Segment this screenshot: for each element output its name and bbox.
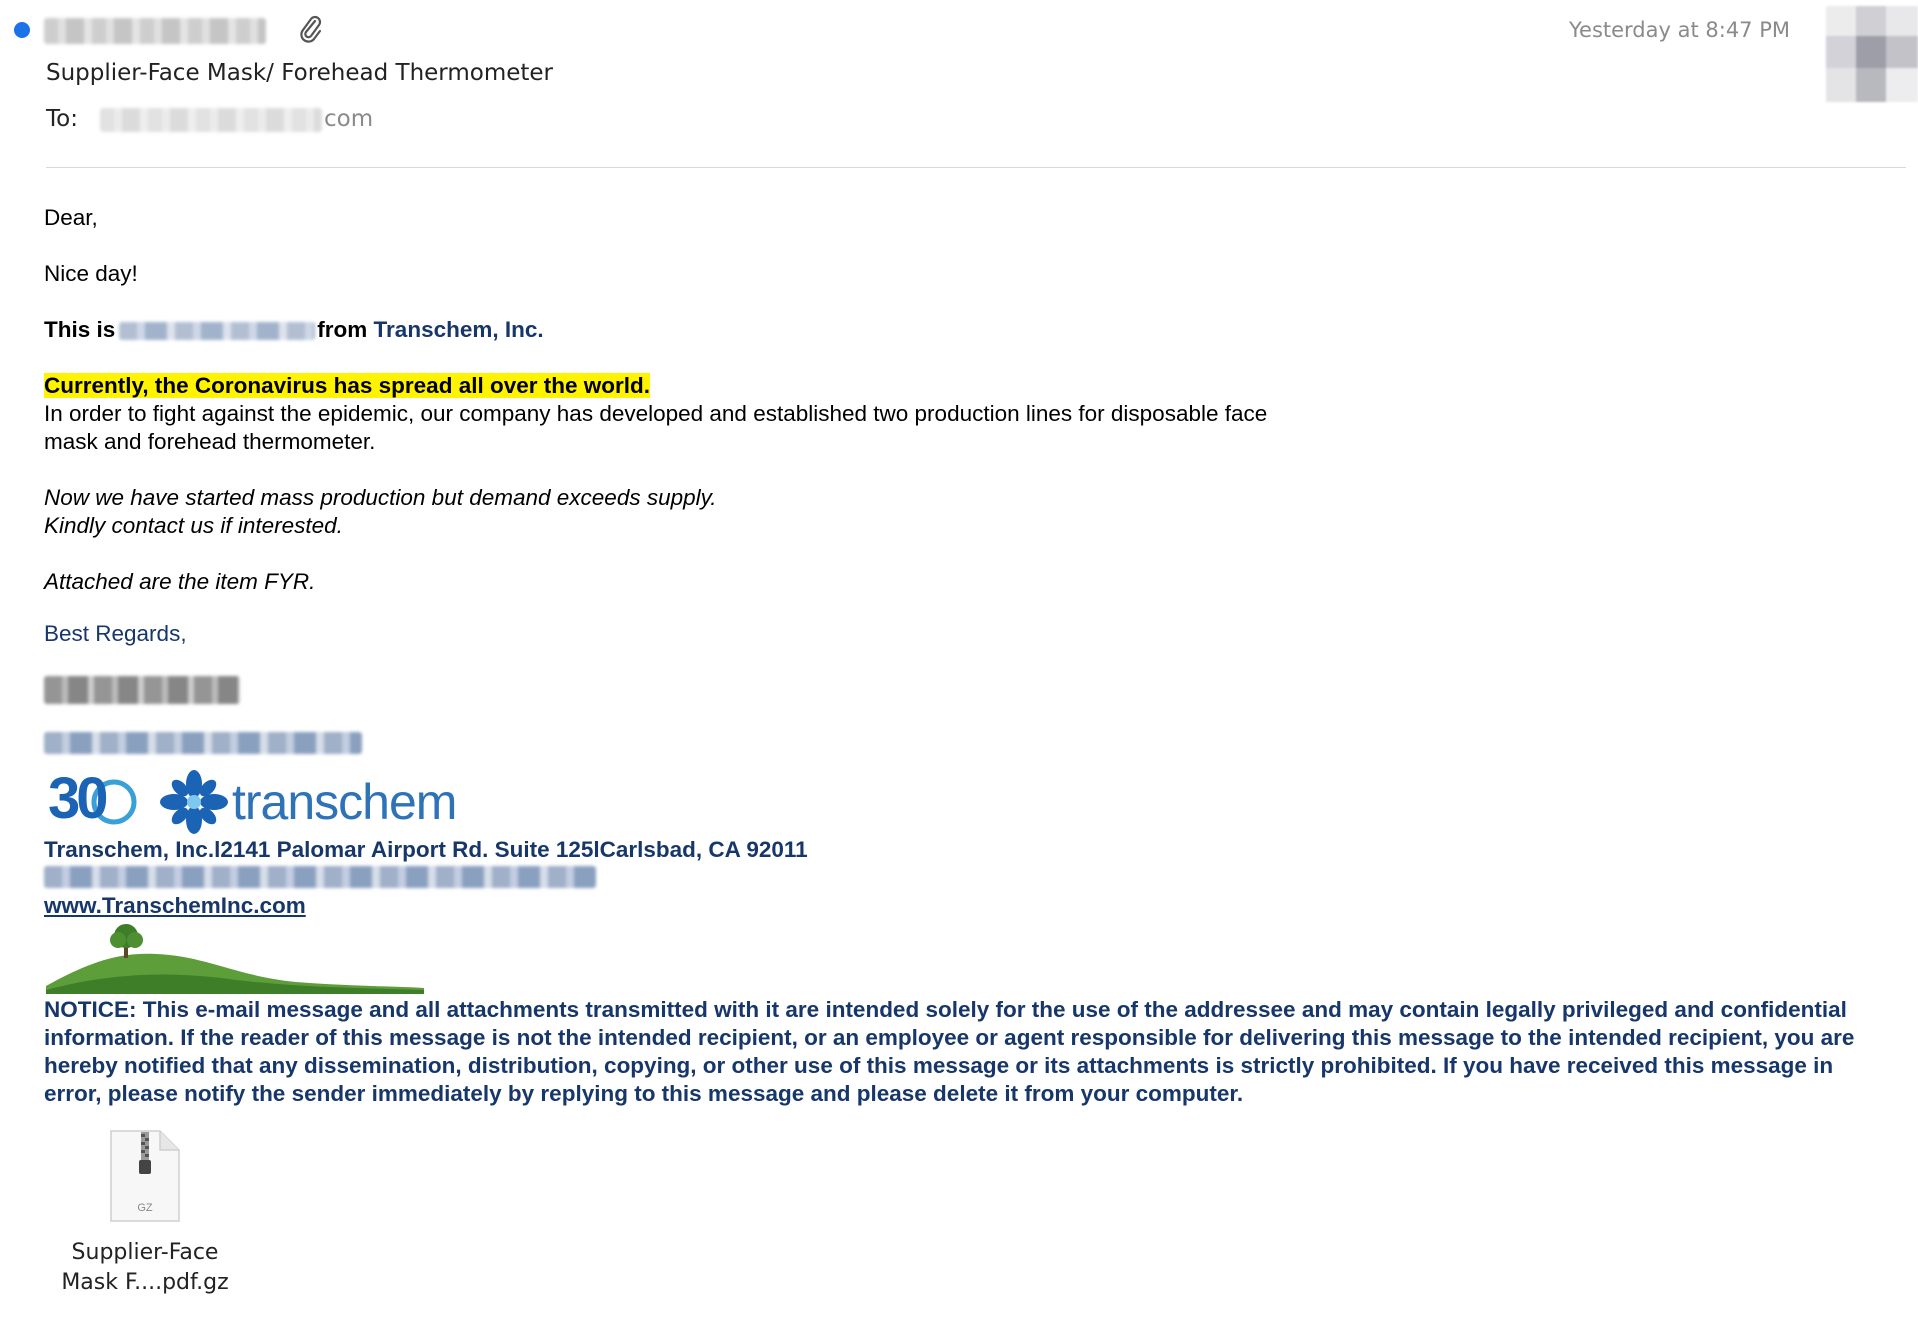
intro-line [44, 316, 544, 344]
gz-label: GZ [137, 1202, 153, 1214]
sender-avatar[interactable] [1826, 6, 1918, 102]
italic-line-1: Now we have started mass production but demand exceeds supply. [44, 485, 717, 510]
italic-line-2: Kindly contact us if interested. [44, 513, 343, 538]
paragraph-line-1: In order to fight against the epidemic, our company has developed and established two production lines for disposable face [44, 401, 1268, 426]
nice-day: Nice day! [44, 261, 138, 286]
gz-file-icon [110, 1130, 180, 1222]
best-regards: Best Regards, [44, 621, 187, 646]
signature-contact-redacted [44, 866, 596, 888]
hill-tree-graphic [46, 924, 424, 994]
to-label: To: [46, 106, 78, 132]
highlight-text: Currently, the Coronavirus has spread all over the world. [44, 373, 650, 398]
signature-title-redacted [44, 732, 362, 754]
signature-name-redacted [44, 676, 240, 704]
company-name: Transchem, Inc. [373, 317, 544, 342]
paperclip-icon[interactable] [298, 14, 324, 44]
sender-name-redacted [44, 18, 266, 44]
recipient-domain: com [324, 106, 374, 132]
transchem-logo [46, 766, 457, 838]
attachment-name-line-1: Supplier-Face [71, 1240, 219, 1265]
website-link[interactable]: www.TranschemInc.com [44, 893, 306, 918]
greeting: Dear, [44, 205, 98, 230]
attachment-name-line-2: Mask F....pdf.gz [61, 1270, 229, 1295]
sender-name-redacted-inline [119, 322, 315, 340]
email-subject: Supplier-Face Mask/ Forehead Thermometer [46, 60, 554, 86]
legal-notice: NOTICE: This e-mail message and all attachments transmitted with it are intended solely for the use of the addressee and may contain legally privileged and confidential information. If the reader of this message is not the intended recipient, or an employee or agent responsible for delivering this message to the intended recipient, you are hereby notified that any dissemination, distribution, copying, or other use of this message or its attachments is strictly prohibited. If you have received this message in error, please notify the sender immediately by replying to this message and please delete it from your computer. [44, 997, 1855, 1106]
recipient-redacted [100, 108, 322, 132]
unread-dot-icon [14, 22, 30, 38]
attached-note: Attached are the item FYR. [44, 569, 316, 594]
intro-prefix: This is [44, 317, 116, 342]
logo-word: transchem [232, 774, 457, 830]
paragraph-line-2: mask and forehead thermometer. [44, 429, 376, 454]
attachment-item[interactable] [40, 1130, 250, 1310]
email-timestamp: Yesterday at 8:47 PM [1568, 18, 1790, 42]
intro-from: from [317, 317, 368, 342]
logo-number: 30 [48, 766, 105, 831]
header-divider [46, 167, 1906, 168]
signature-address: Transchem, Inc.l2141 Palomar Airport Rd. Suite 125lCarlsbad, CA 92011 [44, 837, 808, 862]
